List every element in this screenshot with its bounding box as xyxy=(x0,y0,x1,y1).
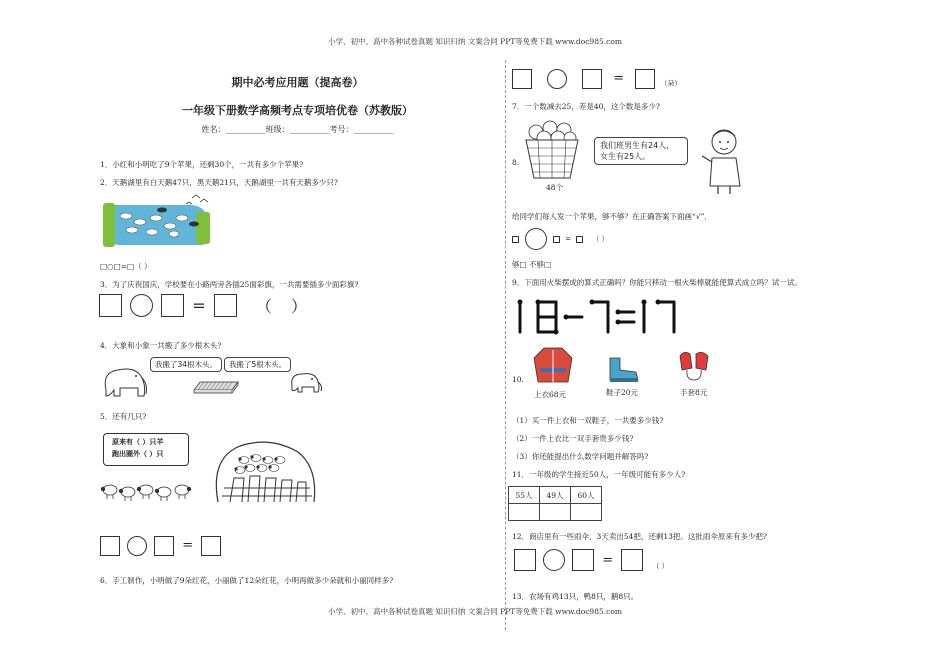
question-7: 7．一个数减去25，差是40，这个数是多少? xyxy=(512,102,660,111)
table-cell: 55人 xyxy=(509,487,540,504)
answer-box[interactable] xyxy=(621,549,643,571)
question-12: 12．商店里有一些雨伞，3天卖出54把，还剩13把。这批雨伞原来有多少把? xyxy=(512,532,767,541)
answer-box[interactable] xyxy=(161,294,184,317)
question-2-answer: □○□=□（ ） xyxy=(100,262,152,271)
answer-box[interactable] xyxy=(572,549,594,571)
check-cell[interactable] xyxy=(540,504,571,521)
sheep-original-line: 原来有（ ）只羊 xyxy=(112,438,164,446)
answer-box[interactable] xyxy=(201,536,221,556)
answer-box[interactable] xyxy=(576,236,583,243)
small-elephant-speech: 我搬了5根木头。 xyxy=(224,357,291,372)
answer-box[interactable] xyxy=(512,236,519,243)
question-10b: （2）一件上衣比一双手套贵多少钱? xyxy=(512,434,634,443)
equals-sign: = xyxy=(602,552,614,568)
question-8-number: 8. xyxy=(512,158,520,167)
apple-basket-image xyxy=(522,118,582,182)
jacket-image xyxy=(532,346,574,386)
boy-speech-bubble: 我们班男生有24人，女生有25人。 xyxy=(594,137,688,165)
gloves-image xyxy=(674,348,714,386)
shoes-image xyxy=(606,352,642,386)
table-cell: 49人 xyxy=(540,487,571,504)
operator-circle[interactable] xyxy=(130,294,153,317)
question-5-answer-row xyxy=(100,535,221,556)
answer-box[interactable] xyxy=(553,236,560,243)
question-11: 11．一年级的学生接近50人，一年级可能有多少人? xyxy=(512,470,686,479)
matchstick-equation-image xyxy=(512,298,696,338)
check-cell[interactable] xyxy=(509,504,540,521)
question-12-answer-row xyxy=(514,549,669,571)
answer-box[interactable] xyxy=(582,69,602,89)
answer-box[interactable] xyxy=(100,536,120,556)
sheep-outside-image xyxy=(100,480,200,502)
sheep-pen-image xyxy=(210,438,320,508)
big-elephant-image xyxy=(100,362,150,398)
question-8-answer-row: = （ ） xyxy=(512,228,609,250)
equals-sign: = xyxy=(192,296,206,315)
unit-label: （朵） xyxy=(660,79,682,88)
student-info: 姓名：__________班级：__________考号：__________ xyxy=(201,125,394,134)
page-header: 小学、初中、高中各种试卷真题 知识归纳 文案合同 PPT等免费下载 www.doc985.com xyxy=(328,37,622,46)
unit-paren-right: ） xyxy=(290,297,307,316)
question-6: 6．手工制作，小明做了9朵红花，小丽做了12朵红花，小明再做多少朵就和小丽同样多? xyxy=(100,576,394,585)
question-9: 9．下面用火柴摆成的算式正确吗？你能只移动一根火柴棒就能使算式成立吗？试一试。 xyxy=(512,278,802,287)
sheep-count-card xyxy=(103,433,189,466)
question-10a: （1）买一件上衣和一双鞋子，一共要多少钱? xyxy=(512,416,664,425)
question-8-choice: 够□ 不够□ xyxy=(512,260,552,269)
question-1: 1．小红和小明吃了9个苹果，还剩30个，一共有多少个苹果? xyxy=(100,160,304,169)
answer-box[interactable] xyxy=(514,549,536,571)
boy-image xyxy=(700,126,746,196)
question-4: 4．大象和小象一共搬了多少根木头? xyxy=(100,341,222,350)
operator-circle[interactable] xyxy=(127,536,147,556)
answer-box[interactable] xyxy=(635,69,655,89)
question-10-number: 10. xyxy=(512,375,524,384)
answer-box[interactable] xyxy=(99,294,122,317)
big-elephant-speech: 我搬了34根木头。 xyxy=(150,357,222,372)
question-3-answer-row xyxy=(99,294,307,317)
jacket-price: 上衣68元 xyxy=(534,390,567,399)
unit-paren-left: （ xyxy=(255,297,272,316)
shoes-price: 鞋子20元 xyxy=(606,388,639,397)
page-footer: 小学、初中、高中各种试卷真题 知识归纳 文案合同 PPT等免费下载 www.doc985.com xyxy=(328,607,622,616)
table-cell: 60人 xyxy=(571,487,602,504)
sheep-escaped-line: 跑出圈外（ ）只 xyxy=(112,450,164,458)
logs-pile-image xyxy=(192,378,240,394)
question-11-table xyxy=(508,486,602,521)
operator-circle[interactable] xyxy=(547,69,567,89)
question-8-text: 给同学们每人发一个苹果，够不够？在正确答案下面画“√”． xyxy=(512,212,712,221)
question-3: 3．为了庆祝国庆，学校要在小路两旁各插25面彩旗，一共需要插多少面彩旗? xyxy=(100,280,359,289)
apple-count-label: 48个 xyxy=(546,183,564,192)
answer-box[interactable] xyxy=(512,69,532,89)
question-10c: （3）你还能提出什么数学问题并解答吗? xyxy=(512,452,649,461)
doc-subtitle: 一年级下册数学高频考点专项培优卷（苏教版） xyxy=(182,104,413,117)
gloves-price: 手套8元 xyxy=(680,388,708,397)
check-cell[interactable] xyxy=(571,504,602,521)
question-13: 13．农场有鸡13只，鸭8只，鹅8只。 xyxy=(512,592,639,601)
operator-circle[interactable] xyxy=(543,549,565,571)
unit-paren: （ ） xyxy=(652,562,669,570)
equals-sign: = xyxy=(182,538,194,553)
answer-box[interactable] xyxy=(154,536,174,556)
operator-circle[interactable] xyxy=(525,228,547,250)
top-answer-row xyxy=(512,68,681,89)
question-5: 5．还有几只? xyxy=(100,412,147,421)
doc-title: 期中必考应用题（提高卷） xyxy=(231,76,364,89)
small-elephant-image xyxy=(288,368,324,394)
left-column xyxy=(100,74,495,135)
question-2: 2．天鹅湖里有白天鹅47只，黑天鹅21只，天鹅湖里一共有天鹅多少只? xyxy=(100,178,338,187)
answer-box[interactable] xyxy=(214,294,237,317)
equals-sign: = xyxy=(613,71,625,86)
column-divider xyxy=(505,60,506,630)
